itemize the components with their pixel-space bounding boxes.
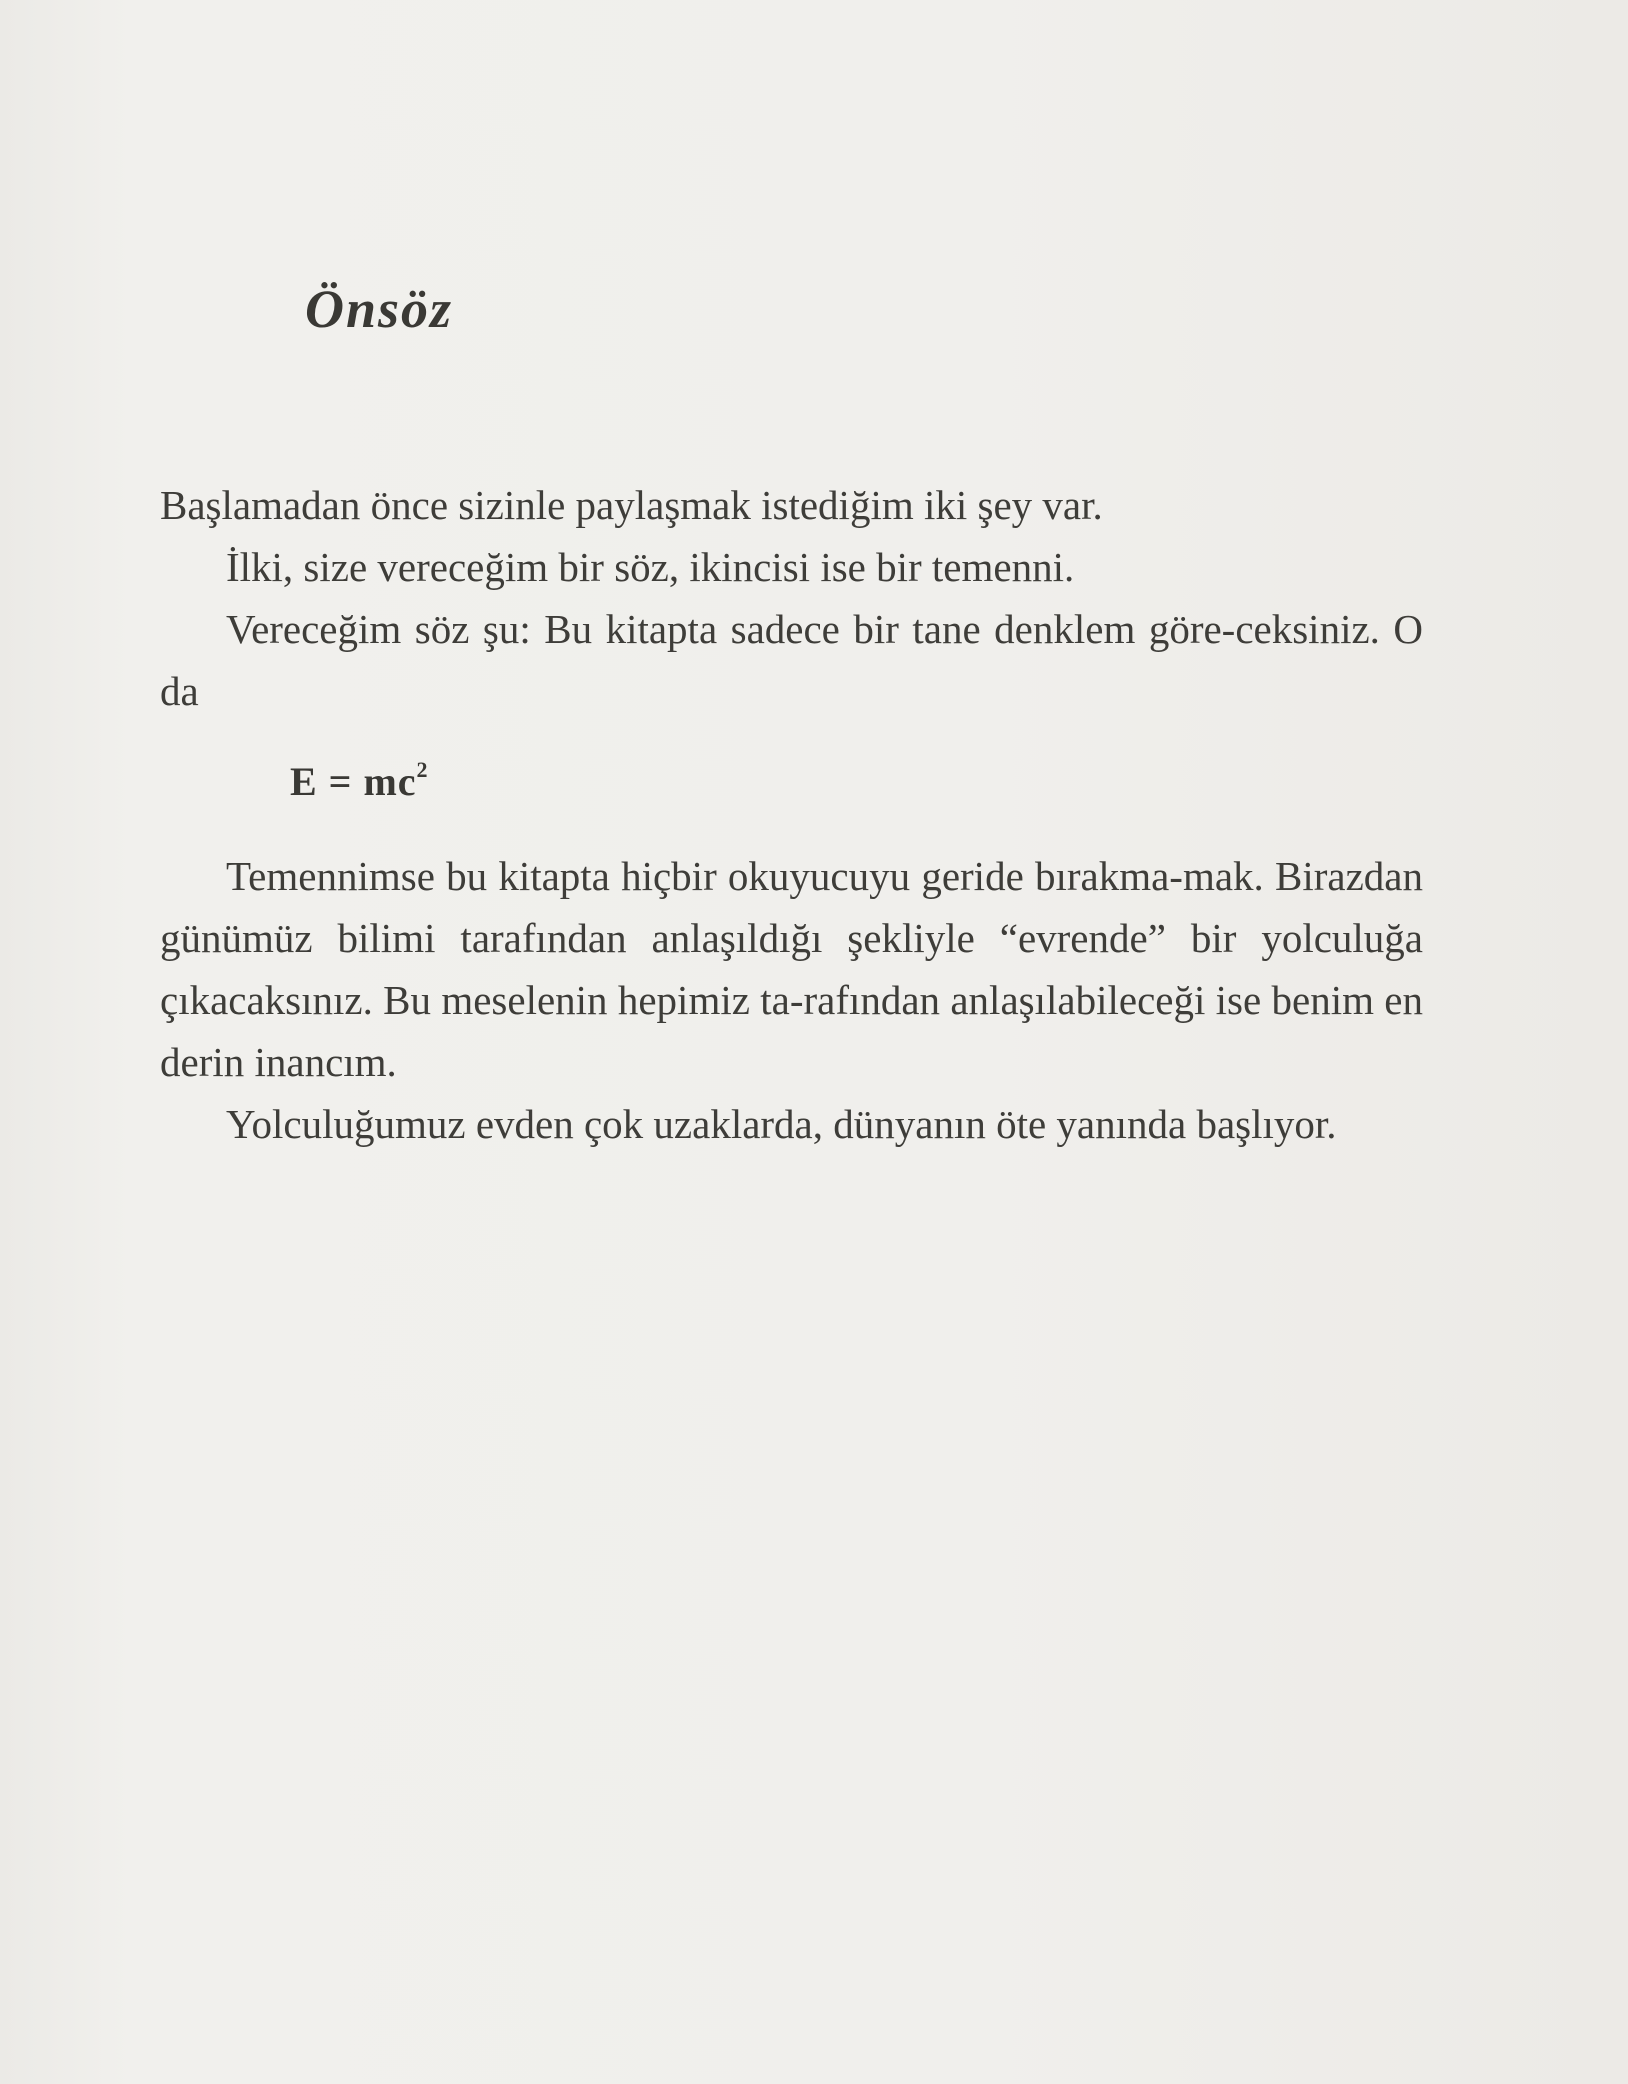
paragraph: Yolculuğumuz evden çok uzaklarda, dünyanın öte yanında başlıyor. [226, 1101, 1337, 1147]
equation [290, 758, 429, 805]
equation-exponent: 2 [416, 756, 429, 782]
intro-text-block [160, 474, 1423, 722]
paragraph: İlki, size vereceğim bir söz, ikincisi ise bir temenni. [226, 544, 1075, 590]
paragraph: Başlamadan önce sizinle paylaşmak istediğim iki şey var. [160, 482, 1103, 528]
paragraph: Vereceğim söz şu: Bu kitapta sadece bir tane denklem göre-ceksiniz. O da [160, 606, 1423, 714]
equation-base: E = mc [290, 759, 417, 804]
paragraph: Temennimse bu kitapta hiçbir okuyucuyu geride bırakma-mak. Birazdan günümüz bilimi tarafından anlaşıldığı şekliyle “evrende” bir yolculuğa çıkacaksınız. Bu meselenin hepimiz ta-rafından anlaşılabileceği ise benim en derin inancım. [160, 853, 1423, 1085]
main-text-block [160, 845, 1423, 1155]
page-heading: Önsöz [305, 279, 454, 339]
